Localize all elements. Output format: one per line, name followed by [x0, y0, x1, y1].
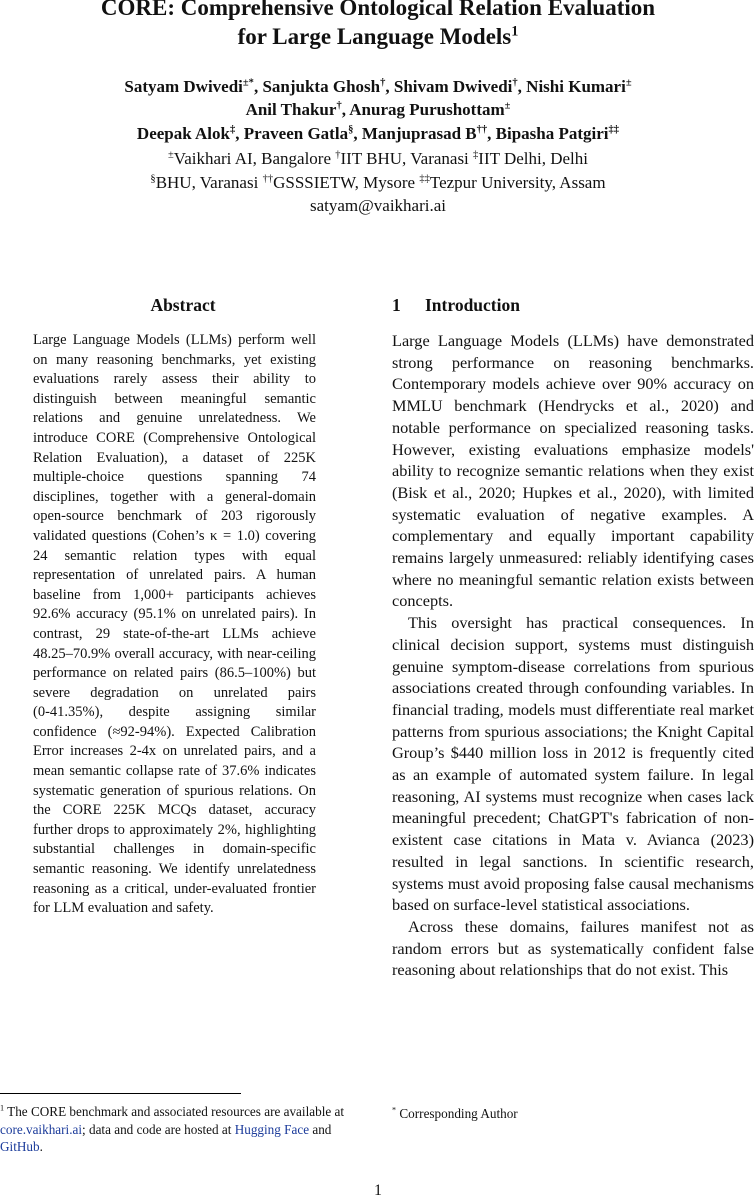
affiliation-mark: § [150, 173, 156, 185]
affiliation-name: IIT BHU, Varanasi [340, 149, 474, 168]
abstract-heading: Abstract [150, 295, 216, 315]
author-name: Praveen Gatla [243, 124, 349, 143]
author-affiliation-mark: ‡ [229, 124, 236, 136]
footnote-corresponding-author [392, 1105, 752, 1123]
page-number: 1 [374, 1182, 382, 1199]
author-separator: , [353, 124, 362, 143]
affiliation-name: BHU, Varanasi [155, 173, 263, 192]
core-site-link[interactable]: core.vaikhari.ai [0, 1121, 83, 1137]
author-line-3 [0, 124, 756, 144]
abstract-text: Large Language Models (LLMs) perform well on many reasoning benchmarks, yet existing evaluations rarely assess their ability to distinguish between meaningful semantic relations and genuine unrelatedness. We introduce CORE (Comprehensive Ontological Relation Evaluation), a dataset of 225K multiple-choice questions spanning 74 disciplines, together with a general-domain open-source benchmark of 203 rigorously validated questions (Cohen’s κ = 1.0) covering 24 semantic relation types with equal representation of unrelated pairs. A human baseline from 1,000+ participants achieves 92.6% accuracy (95.1% on unrelated pairs). In contrast, 29 state-of-the-art LLMs achieve 48.25–70.9% overall accuracy, with near-ceiling performance on related pairs (86.5–100%) but severe degradation on unrelated pairs (0‑41.35%), despite assigning similar confidence (≈92‑94%). Expected Calibration Error increases 2‑4x on unrelated pairs, and a mean semantic collapse rate of 37.6% indicates systematic generation of spurious relations. On the CORE 225K MCQs dataset, accuracy further drops to approximately 2%, highlighting substantial challenges in domain-specific semantic reasoning. We identify unrelatedness reasoning as a critical, under-evaluated frontier for LLM evaluation and safety. [33, 332, 316, 917]
github-link[interactable]: GitHub [0, 1139, 40, 1154]
footnote-rule [0, 1093, 241, 1094]
affiliation-line-1 [0, 149, 756, 169]
author-line-1 [0, 77, 756, 97]
affiliation-mark: ‡‡ [419, 173, 430, 185]
hugging-face-link[interactable]: Hugging Face [234, 1121, 310, 1137]
author-affiliation-mark: § [348, 124, 354, 136]
author-affiliation-mark: † [336, 100, 342, 112]
author-separator: , [487, 124, 496, 143]
title-footnote-mark: 1 [511, 23, 519, 40]
author-separator: , [385, 77, 394, 96]
footnote-1-text-d: . [39, 1139, 43, 1154]
introduction-body [392, 330, 754, 981]
author-affiliation-mark: ± [625, 77, 632, 89]
intro-paragraph-1: Large Language Models (LLMs) have demonstrated strong performance on reasoning benchmarks. Contemporary models achieve over 90% accuracy on MMLU benchmark (Hendrycks et al., 2020) and notable performance on specialized reasoning tasks. However, existing evaluations emphasize models' ability to recognize semantic relations when they exist (Bisk et al., 2020; Hupkes et al., 2020), with limited systematic evaluation of negative examples. A complementary and equally important capability remains largely unmeasured: reliably identifying cases where no meaningful semantic relation exists between concepts. [392, 331, 754, 611]
author-name: Bipasha Patgiri [495, 124, 609, 143]
author-name: Nishi Kumari [526, 77, 626, 96]
author-affiliation-mark: ±* [242, 77, 254, 89]
author-separator: , [253, 77, 263, 96]
footnote-1-text-c: and [309, 1121, 332, 1137]
affiliation-mark: ‡ [473, 149, 479, 161]
introduction-heading [392, 295, 520, 315]
author-name: Anil Thakur [245, 100, 337, 119]
intro-paragraph-3: Across these domains, failures manifest not as random errors but as systematically confident false reasoning about relationships that do not exist. This [392, 916, 754, 980]
author-name: Shivam Dwivedi [393, 77, 513, 96]
author-affiliation-mark: ‡‡ [608, 124, 620, 136]
author-name: Satyam Dwivedi [124, 77, 243, 96]
author-name: Manjuprasad B [361, 124, 477, 143]
footnote-2-text: Corresponding Author [396, 1106, 518, 1121]
intro-paragraph-2: This oversight has practical consequences. In clinical decision support, systems must distinguish genuine symptom-disease correlations from spurious associations created through confounding variables. In financial trading, models must differentiate real market patterns from spurious associations; the Knight Capital Group’s $440 million loss in 2012 is frequently cited as an example of automated system failure. In legal reasoning, AI systems must recognize when cases lack meaningful precedent; ChatGPT's fabrication of non-existent case citations in Mata v. Avianca (2023) resulted in legal sanctions. In scientific research, systems must avoid proposing false causal mechanisms based on surface-level statistical associations. [392, 613, 754, 915]
affiliation-name: IIT Delhi, Delhi [478, 149, 588, 168]
affiliation-line-2 [0, 173, 756, 193]
author-line-2 [0, 100, 756, 120]
footnote-1-mark: 1 [0, 1103, 5, 1113]
affiliation-name: GSSSIETW, Mysore [273, 173, 420, 192]
affiliation-mark: † [335, 149, 341, 161]
footnote-1 [0, 1103, 372, 1156]
author-affiliation-mark: † [512, 77, 518, 89]
paper-title-line-1: CORE: Comprehensive Ontological Relation Evaluation [100, 0, 656, 20]
paper-title-line-2-text: for Large Language Models [237, 24, 512, 49]
footnote-1-text-b: ; data and code are hosted at [82, 1121, 235, 1137]
footnote-1-text-a: The CORE benchmark and associated resources are available at [4, 1104, 345, 1119]
author-email[interactable]: satyam@vaikhari.ai [309, 196, 447, 215]
author-affiliation-mark: † [380, 77, 386, 89]
affiliation-name: Tezpur University, Assam [429, 173, 606, 192]
affiliation-name: Vaikhari AI, Bangalore [173, 149, 336, 168]
footnote-2-mark: * [392, 1105, 397, 1115]
affiliation-mark: †† [262, 173, 274, 185]
author-separator: , [341, 100, 350, 119]
paper-title-line-2 [0, 22, 756, 51]
section-number: 1 [392, 295, 401, 315]
author-separator: , [517, 77, 527, 96]
author-separator: , [235, 124, 244, 143]
author-name: Deepak Alok [136, 124, 230, 143]
author-affiliation-mark: ± [504, 100, 511, 112]
author-affiliation-mark: †† [476, 124, 488, 136]
author-name: Anurag Purushottam [349, 100, 505, 119]
section-title: Introduction [425, 295, 520, 315]
author-name: Sanjukta Ghosh [262, 77, 381, 96]
affiliation-mark: ± [168, 149, 174, 161]
